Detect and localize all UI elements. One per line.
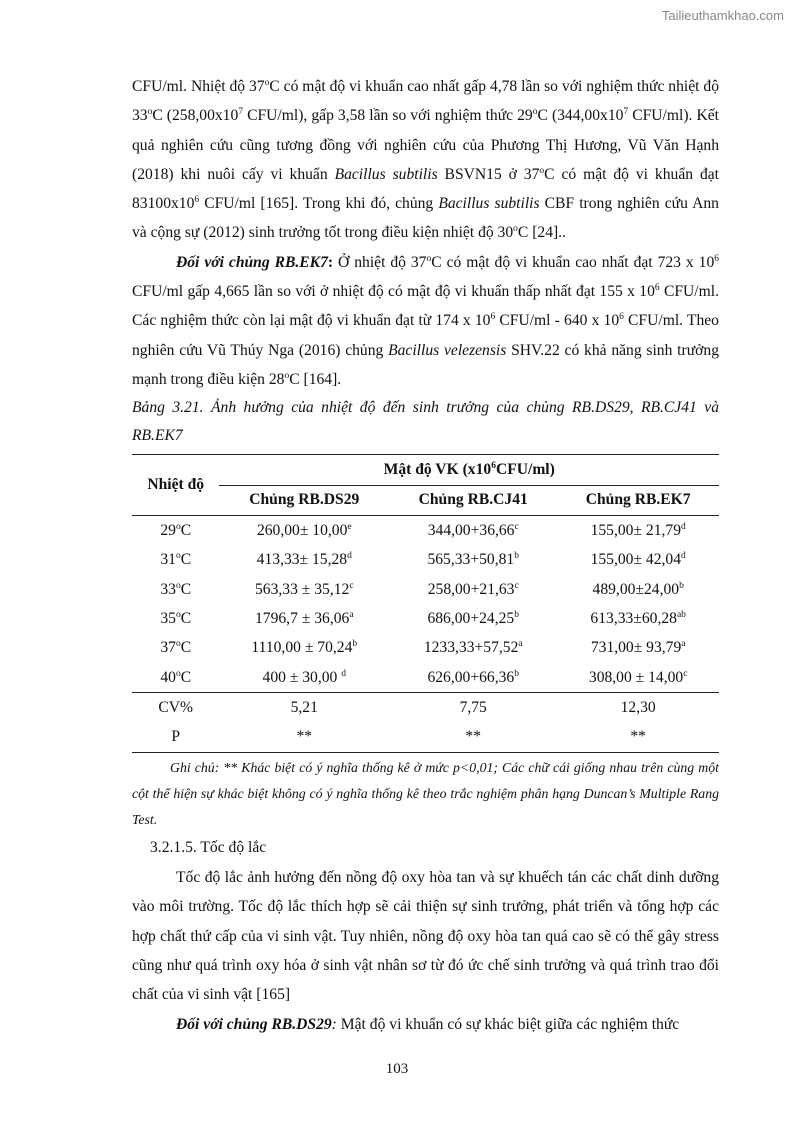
table-body [132, 516, 719, 753]
density-cell: 1233,33+57,52$^a$ [423, 639, 523, 657]
density-cell: 400 ± 30,00 $^d$ [219, 663, 389, 693]
table-row [132, 545, 719, 574]
temperature-cell: 33$^o$C [160, 580, 192, 598]
page-number: 103 [385, 1061, 409, 1077]
p-row-value: ** [389, 723, 557, 753]
col-header-cj41: Chủng RB.CJ41 [389, 485, 557, 515]
density-cell: 613,33±60,28$^{ab}$ [590, 609, 686, 627]
table-row [132, 663, 719, 693]
temperature-cell: 29$^o$C [160, 521, 192, 539]
density-cell: 626,00+66,36$^b$ [389, 663, 557, 693]
table-note: Ghi chú: ** Khác biệt có ý nghĩa thống kê ở mức p<0,01; Các chữ cái giống nhau trên cùng một cột thể hiện sự khác biệt không có ý nghĩa thống kê theo trắc nghiệm phân hạng Duncan’s Multiple Rang Test. [132, 760, 719, 828]
density-cell: 563,33 ± 35,12$^c$ [254, 580, 354, 598]
temperature-table [132, 454, 719, 753]
paragraph-temperature-ek7: Đối với chủng RB.EK7: Ở nhiệt độ 37$^o$C có mật độ vi khuẩn cao nhất đạt 723 x $10^6$ CFU/ml gấp 4,665 lần so với ở nhiệt độ có mật độ vi khuẩn thấp nhất đạt 155 x $10^6$ CFU/ml. Các nghiệm thức còn lại mật độ vi khuẩn đạt từ 174 x $10^6$ CFU/ml - 640 x $10^6$ CFU/ml. Theo nghiên cứu Vũ Thúy Nga (2016) chủng Bacillus velezensis SHV.22 có khả năng sinh trưởng mạnh trong điều kiện 28$^o$C [164]. [132, 253, 719, 388]
p-row-label: P [132, 723, 219, 753]
cv-row-value: 5,21 [290, 699, 318, 717]
temperature-cell: 40$^o$C [132, 663, 219, 693]
density-cell: 308,00 ± 14,00$^c$ [557, 663, 719, 693]
page-content [132, 72, 719, 1039]
table-row [132, 516, 719, 546]
density-cell: 258,00+21,63$^c$ [427, 580, 519, 598]
density-cell: 731,00± 93,79$^a$ [590, 639, 686, 657]
density-cell: 565,33+50,81$^b$ [427, 550, 519, 569]
watermark: Tailieuthamkhao.com [661, 8, 784, 23]
density-cell: 155,00± 21,79$^d$ [590, 521, 686, 539]
density-cell: 344,00+36,66$^c$ [427, 521, 519, 539]
table-caption: Bảng 3.21. Ảnh hưởng của nhiệt độ đến sinh trưởng của chủng RB.DS29, RB.CJ41 và RB.EK7 [132, 399, 719, 445]
density-cell: 1110,00 ± 70,24$^b$ [251, 639, 358, 657]
cv-row [132, 693, 719, 723]
p-row-value: ** [557, 723, 719, 753]
p-row [132, 723, 719, 753]
table-row [132, 575, 719, 604]
temperature-cell: 31$^o$C [160, 550, 192, 569]
temperature-cell: 37$^o$C [160, 639, 192, 657]
table-row [132, 634, 719, 663]
col-header-density: Mật độ VK $(x10^6CFU/ml)$ [219, 455, 719, 485]
density-cell: 155,00± 42,04$^d$ [590, 550, 686, 569]
paragraph-shaking-speed: Tốc độ lắc ảnh hưởng đến nồng độ oxy hòa tan và sự khuếch tán các chất dinh dưỡng vào môi trường. Tốc độ lắc thích hợp sẽ cải thiện sự sinh trưởng, phát triển và tổng hợp các hợp chất thứ cấp của vi sinh vật. Tuy nhiên, nồng độ oxy hòa tan quá cao sẽ có thể gây stress cũng như quá trình oxy hóa ở sinh vật nhân sơ từ đó ức chế sinh trưởng và quá trình trao đổi chất của vi sinh vật [165] [132, 869, 719, 1004]
paragraph-temperature-ds29: CFU/ml. Nhiệt độ 37$^o$C có mật độ vi khuẩn cao nhất gấp 4,78 lần so với nghiệm thức nhiệt độ 33$^o$C ($258,00x10^7$ CFU/ml), gấp 3,58 lần so với nghiệm thức 29$^o$C ($344,00x10^7$ CFU/ml). Kết quả nghiên cứu cũng tương đồng với nghiên cứu của Phương Thị Hương, Vũ Văn Hạnh (2018) khi nuôi cấy vi khuẩn Bacillus subtilis BSVN15 ở 37$^o$C có mật độ vi khuẩn đạt $83100x10^6$ CFU/ml [165]. Trong khi đó, chủng Bacillus subtilis CBF trong nghiên cứu Ann và cộng sự (2012) sinh trưởng tốt trong điều kiện nhiệt độ 30$^o$C [24].. [132, 77, 720, 242]
cv-row-value: 12,30 [620, 699, 656, 717]
cv-row-label: CV% [158, 699, 194, 717]
col-header-ek7: Chủng RB.EK7 [557, 485, 719, 515]
density-cell: 1796,7 ± 36,06$^a$ [254, 609, 354, 627]
density-cell: 413,33± 15,28$^d$ [256, 550, 352, 569]
p-row-value: ** [219, 723, 389, 753]
paragraph-shaking-ds29: Đối với chủng RB.DS29: Mật độ vi khuẩn có sự khác biệt giữa các nghiệm thức [176, 1015, 680, 1033]
col-header-ds29: Chủng RB.DS29 [219, 485, 389, 515]
density-cell: 260,00± 10,00$^e$ [256, 521, 352, 539]
density-cell: 686,00+24,25$^b$ [427, 609, 519, 627]
temperature-cell: 35$^o$C [160, 609, 192, 627]
col-header-temperature: Nhiệt độ [132, 455, 219, 516]
density-cell: 489,00±24,00$^b$ [592, 580, 684, 598]
table-row [132, 604, 719, 633]
cv-row-value: 7,75 [459, 699, 487, 717]
section-heading: 3.2.1.5. Tốc độ lắc [150, 839, 267, 857]
